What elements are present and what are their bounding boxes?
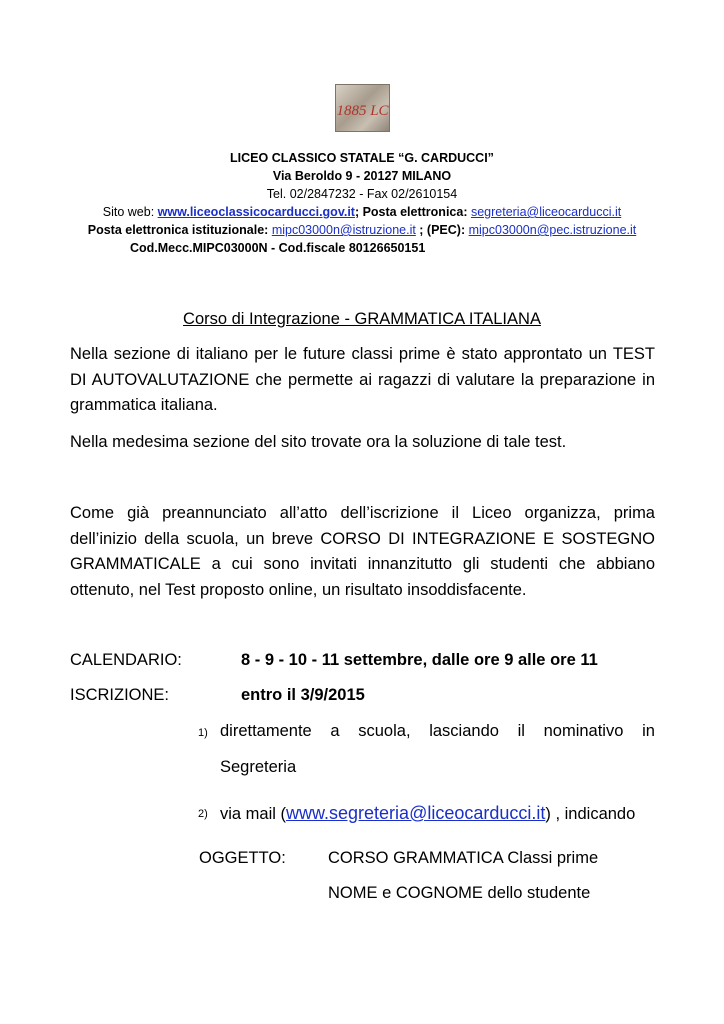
calendar-label: CALENDARIO:	[70, 651, 182, 669]
email-label: ; Posta elettronica:	[354, 205, 471, 219]
list-item-1-line2: Segreteria	[220, 758, 297, 776]
calendar-value: 8 - 9 - 10 - 11 settembre, dalle ore 9 alle ore 11	[241, 651, 598, 669]
school-name: LICEO CLASSICO STATALE “G. CARDUCCI”	[230, 151, 494, 165]
item1-word: direttamente	[220, 722, 312, 740]
item1-word: scuola,	[358, 722, 411, 740]
course-title: Corso di Integrazione - GRAMMATICA ITALIANA	[183, 310, 541, 328]
paragraph-test-intro: Nella sezione di italiano per le future classi prime è stato approntato un TEST DI AUTOVALUTAZIONE che permette ai ragazzi di valutare la preparazione in grammatica italiana.	[70, 345, 655, 415]
paragraph-course-info: Come già preannunciato all’atto dell’iscrizione il Liceo organizza, prima dell’inizio della scuola, un breve CORSO DI INTEGRAZIONE E SOSTEGNO GRAMMATICALE a cui sono invitati innanzitutto gli studenti che abbiano ottenuto, nel Test proposto online, un risultato insoddisfacente.	[70, 504, 655, 599]
school-codes: Cod.Mecc.MIPC03000N - Cod.fiscale 80126650151	[130, 241, 426, 255]
logo-text: 1885 LC	[336, 103, 389, 119]
inst-email-label: Posta elettronica istituzionale:	[87, 223, 272, 237]
inst-email-link[interactable]: mipc03000n@istruzione.it	[271, 223, 416, 237]
subject-label: OGGETTO:	[199, 849, 286, 867]
web-label: Sito web:	[102, 205, 158, 219]
item2-prefix: via mail (	[220, 805, 287, 823]
list-item-2	[220, 803, 635, 824]
list-item-1-text	[220, 722, 655, 741]
paragraph-test-solution: Nella medesima sezione del sito trovate ora la soluzione di tale test.	[70, 433, 567, 451]
item2-suffix: ) , indicando	[545, 805, 636, 823]
registration-value: entro il 3/9/2015	[241, 686, 365, 704]
secretary-email-link[interactable]: segreteria@liceocarducci.it	[470, 205, 622, 219]
subject-line-1: CORSO GRAMMATICA Classi prime	[328, 849, 599, 867]
website-link[interactable]: www.liceoclassicocarducci.gov.it	[157, 205, 355, 219]
subject-line-2: NOME e COGNOME dello studente	[328, 884, 591, 902]
list-item-1-line1	[220, 722, 655, 741]
registration-label: ISCRIZIONE:	[70, 686, 170, 704]
pec-email-link[interactable]: mipc03000n@pec.istruzione.it	[468, 223, 637, 237]
item1-word: a	[330, 722, 340, 740]
logo-emblem-icon	[336, 85, 389, 131]
school-phone-fax: Tel. 02/2847232 - Fax 02/2610154	[266, 187, 458, 201]
list-number-2: 2)	[198, 808, 208, 820]
web-email-line	[0, 203, 724, 221]
item1-word: nominativo	[543, 722, 624, 740]
item1-word: il	[517, 722, 525, 740]
school-logo	[335, 84, 390, 132]
mail-link[interactable]: www.segreteria@liceocarducci.it	[286, 803, 546, 823]
item1-word: lasciando	[429, 722, 499, 740]
institutional-email-line	[0, 221, 724, 239]
item1-word: in	[642, 722, 655, 740]
school-address: Via Beroldo 9 - 20127 MILANO	[272, 169, 452, 183]
list-number-1: 1)	[198, 727, 208, 739]
pec-label: ; (PEC):	[415, 223, 469, 237]
